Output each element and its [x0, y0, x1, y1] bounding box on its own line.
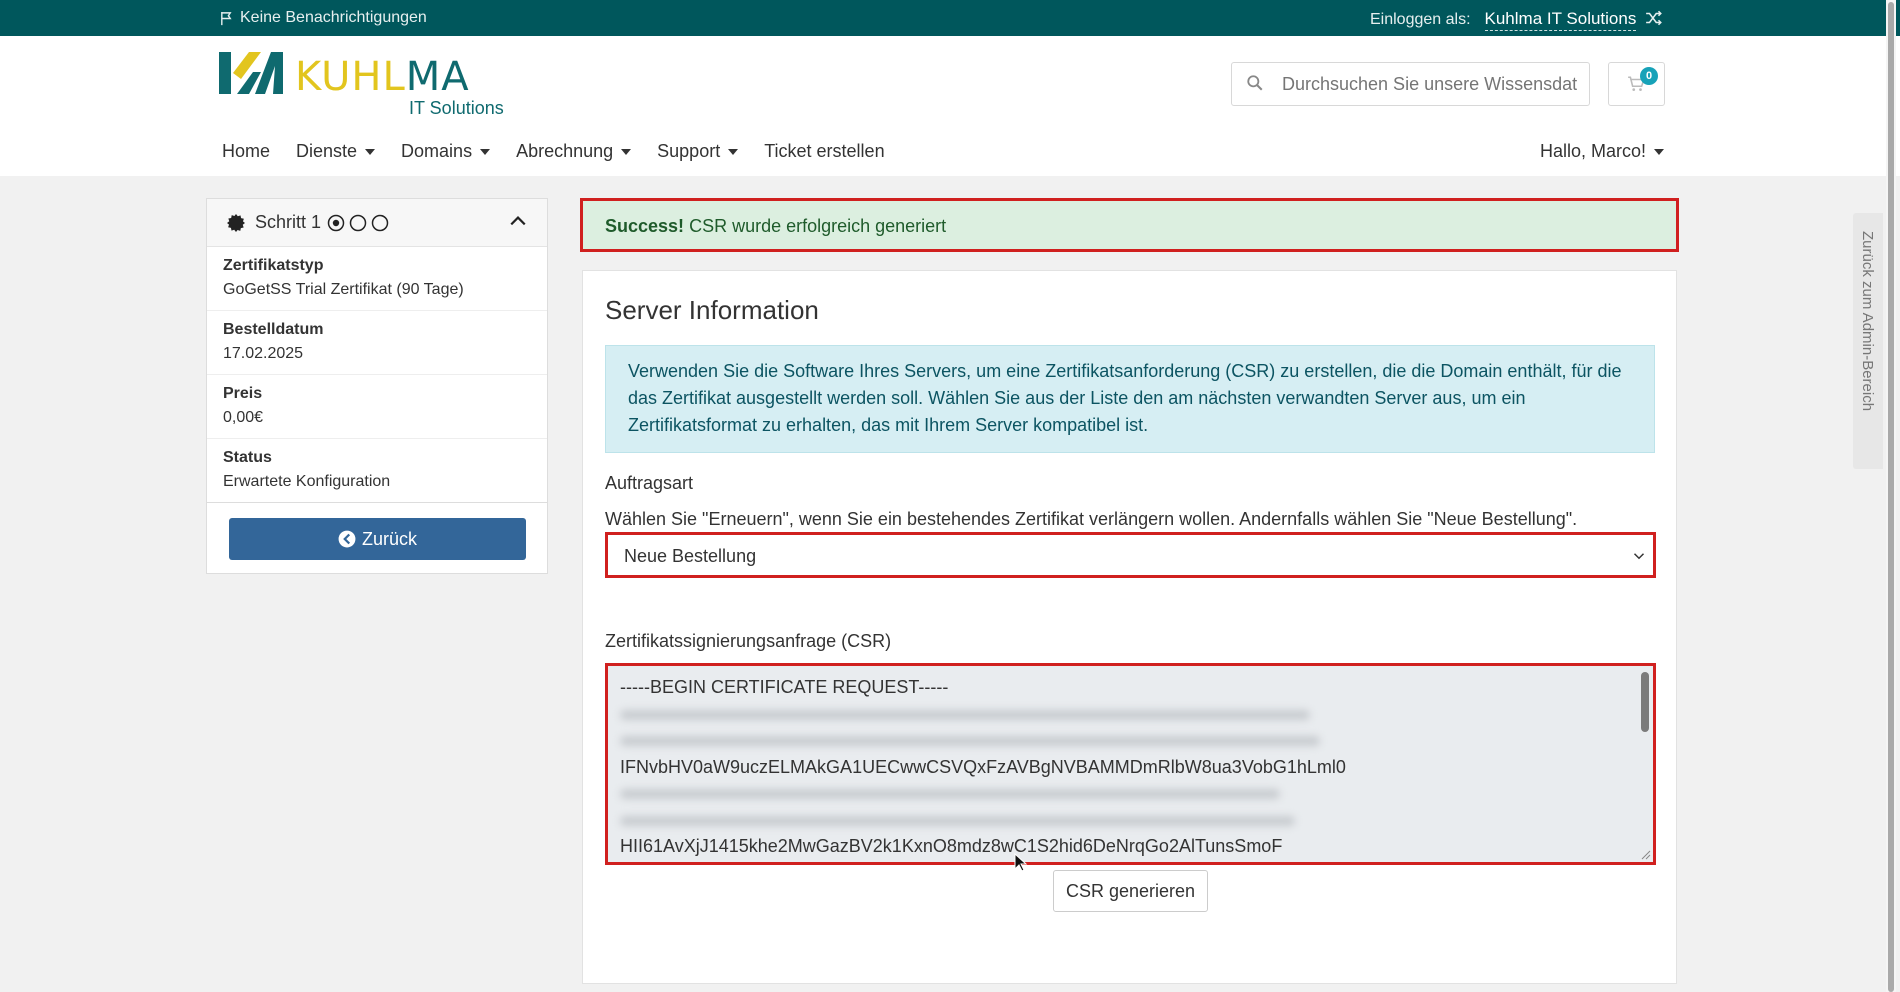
order-type-help: Wählen Sie "Erneuern", wenn Sie ein bestehendes Zertifikat verlängern wollen. Andernfalls wählen Sie "Neue Bestellung". — [605, 509, 1578, 529]
logo-mark-icon — [219, 52, 283, 94]
top-bar — [0, 0, 1900, 36]
row-value: 17.02.2025 — [223, 345, 304, 362]
panel-title: Server Information — [605, 295, 819, 325]
search-icon — [1246, 74, 1264, 92]
info-box: Verwenden Sie die Software Ihres Servers, um eine Zertifikatsanforderung (CSR) zu erstellen, die die Domain enthält, für die das Zertifikat ausgestellt werden soll. Wählen Sie aus der Liste den am nächsten verwandten Server aus, um ein Zertifikatsformat zu erhalten, das mit Ihrem Server kompatibel ist. — [605, 345, 1655, 453]
success-alert — [580, 198, 1679, 252]
nav-ticket[interactable] — [764, 141, 884, 162]
nav-support-label: Support — [657, 141, 721, 161]
client-name-link[interactable]: Kuhlma IT Solutions — [1485, 9, 1637, 31]
knowledgebase-search[interactable] — [1231, 62, 1590, 106]
generate-csr-button[interactable]: CSR generieren — [1053, 870, 1208, 912]
step-label: Schritt 1 — [255, 212, 322, 232]
csr-line-blurred — [620, 807, 1641, 834]
back-button-label: Zurück — [361, 528, 417, 549]
shuffle-icon[interactable] — [1645, 9, 1663, 32]
brand-name — [295, 54, 470, 100]
step-indicator — [327, 214, 389, 232]
login-info — [1370, 9, 1636, 31]
admin-tab-label: Zurück zum Admin-Bereich — [1859, 231, 1876, 412]
caret-down-icon — [480, 149, 490, 155]
notifications-link[interactable] — [219, 9, 427, 27]
nav-domains-label: Domains — [401, 141, 473, 161]
sidebar-row-cert-type — [207, 247, 547, 311]
row-label: Status — [223, 449, 272, 466]
csr-textarea[interactable] — [605, 663, 1656, 865]
main-nav — [222, 141, 911, 162]
page-scrollbar[interactable] — [1886, 0, 1896, 992]
caret-down-icon — [728, 149, 738, 155]
nav-billing-label: Abrechnung — [516, 141, 614, 161]
csr-line: IFNvbHV0aW9uczELMAkGA1UECwwCSVQxFzAVBgNVBAMMDmRlbW8ua3VobG1hLml0 — [620, 756, 1346, 777]
row-value: 0,00€ — [223, 409, 264, 426]
nav-domains[interactable] — [401, 141, 490, 162]
alert-strong: Success! — [605, 216, 685, 236]
back-button[interactable] — [229, 518, 526, 560]
order-type-label: Auftragsart — [605, 473, 694, 493]
step-dot-icon — [349, 214, 367, 232]
page-scrollbar-thumb[interactable] — [1888, 2, 1894, 992]
row-value: Erwartete Konfiguration — [223, 473, 391, 490]
nav-support[interactable] — [657, 141, 738, 162]
nav-ticket-label: Ticket erstellen — [764, 141, 885, 161]
flag-icon — [219, 11, 234, 26]
nav-home[interactable] — [222, 141, 270, 162]
row-value: GoGetSS Trial Zertifikat (90 Tage) — [223, 281, 464, 298]
brand-name-part1: KUHL — [295, 54, 406, 100]
sidebar-row-order-date — [207, 311, 547, 375]
brand-sub: IT Solutions — [409, 98, 504, 118]
brand-logo[interactable] — [219, 50, 519, 122]
nav-services[interactable] — [296, 141, 375, 162]
back-to-admin-tab[interactable] — [1853, 213, 1883, 469]
csr-line-blurred — [620, 727, 1641, 754]
csr-label: Zertifikatssignierungsanfrage (CSR) — [605, 631, 892, 651]
textarea-scrollbar[interactable] — [1641, 672, 1649, 732]
row-label: Bestelldatum — [223, 321, 324, 338]
user-menu[interactable] — [1540, 141, 1664, 162]
server-info-panel — [582, 270, 1677, 984]
nav-services-label: Dienste — [296, 141, 358, 161]
sidebar-row-price — [207, 375, 547, 439]
order-sidebar — [206, 198, 548, 574]
badge-icon — [227, 214, 245, 232]
cart-count-badge: 0 — [1640, 67, 1658, 85]
csr-line-blurred — [620, 701, 1641, 728]
csr-line: HII61AvXjJ1415khe2MwGazBV2k1KxnO8mdz8wC1S2hid6DeNrqGo2AlTunsSmoF — [620, 836, 1283, 856]
alert-text: CSR wurde erfolgreich generiert — [684, 216, 947, 236]
user-greeting: Hallo, Marco! — [1540, 141, 1647, 161]
resize-grip-icon[interactable] — [1641, 850, 1651, 860]
nav-home-label: Home — [222, 141, 271, 161]
login-label: Einloggen als: — [1370, 11, 1471, 28]
sidebar-header[interactable] — [207, 199, 547, 247]
brand-name-part2: MA — [405, 54, 470, 100]
nav-billing[interactable] — [516, 141, 631, 162]
caret-down-icon — [1654, 149, 1664, 155]
search-input[interactable] — [1282, 71, 1582, 97]
csr-line: -----BEGIN CERTIFICATE REQUEST----- — [620, 677, 949, 697]
row-label: Zertifikatstyp — [223, 257, 324, 274]
cart-button[interactable] — [1608, 62, 1665, 106]
row-label: Preis — [223, 385, 263, 402]
order-type-value: Neue Bestellung — [624, 546, 757, 566]
csr-line-blurred — [620, 780, 1641, 807]
sidebar-row-status — [207, 439, 547, 503]
caret-down-icon — [365, 149, 375, 155]
chevron-up-icon[interactable] — [509, 212, 527, 230]
caret-down-icon — [621, 149, 631, 155]
mouse-cursor-icon — [1014, 853, 1028, 873]
step-dot-active-icon — [327, 214, 345, 232]
arrow-circle-left-icon — [338, 530, 356, 548]
chevron-down-icon — [1633, 550, 1645, 562]
order-type-select[interactable] — [605, 532, 1656, 578]
notifications-text: Keine Benachrichtigungen — [240, 9, 427, 26]
step-dot-icon — [371, 214, 389, 232]
